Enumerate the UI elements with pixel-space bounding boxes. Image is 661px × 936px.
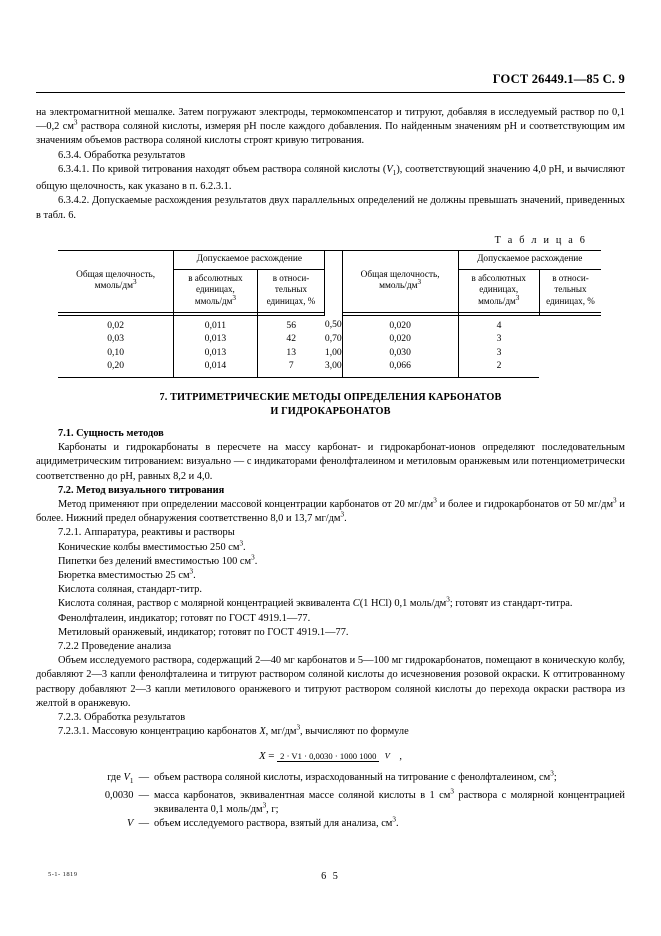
apparatus-item-methyl-orange: Метиловый оранжевый, индикатор; готовят по ГОСТ 4919.1—77. (58, 626, 349, 638)
definition-item (36, 789, 625, 817)
definition-item (36, 771, 625, 788)
cell-alkalinity-right: 0,50 (324, 319, 342, 331)
paragraph-7-2-3-heading: 7.2.3. Обработка результатов (58, 711, 186, 723)
paragraph-7-1-body: Карбонаты и гидрокарбонаты в пересчете на массу карбонат- и гидрокарбонат-ионов определяют последовательным ацидиметрическим титрованием: визуально — с индикаторами фенолфталеином и метиловым оранжевым или потенциометрически соответственно до рН, равных 8,2 и 4,0. (36, 442, 625, 482)
subsection-7-1-heading: 7.1. Сущность методов (58, 427, 164, 439)
table-6 (58, 250, 601, 378)
cell-alkalinity-left: 0,20 (58, 359, 174, 377)
paragraph-7-2-body: Метод применяют при определении массовой концентрации карбонатов от 20 $мг/дм^3$ и более и гидрокарбонатов от 50 $мг/дм^3$ и более. Нижний предел обнаружения соответственно 8,0 и 13,7 $мг/дм^3$. (36, 496, 625, 525)
cell-relative-right: 3 (458, 333, 539, 346)
header-relative-right: в относи- тельных единицах, % (539, 270, 601, 313)
subsection-7-2-heading: 7.2. Метод визуального титрования (58, 484, 225, 496)
paragraph-6-3-4-2: 6.3.4.2. Допускаемые расхождения результатов двух параллельных определений не должны превышать значений, приведенных в табл. 6. (36, 195, 625, 221)
definition-text: объем раствора соляной кислоты, израсходованный на титрование с фенолфталеином, $см^3$; (154, 769, 557, 784)
table-row (58, 346, 601, 359)
definition-item (36, 817, 625, 831)
definition-text: объем исследуемого раствора, взятый для анализа, $см^3$. (154, 815, 399, 830)
table-row (58, 333, 601, 346)
cell-alkalinity-right: 1,00 (324, 346, 342, 358)
paragraph-6-3-4: 6.3.4. Обработка результатов (58, 149, 186, 161)
section-7-heading (36, 391, 625, 418)
cell-relative-left: 13 (257, 346, 325, 359)
header-relative-left: в относи- тельных единицах, % (257, 270, 325, 313)
formula-lhs: X (258, 750, 266, 763)
cell-relative-right: 2 (458, 359, 539, 377)
paragraph-6-3-4-1: 6.3.4.1. По кривой титрования находят объем раствора соляной кислоты $(V_1)$, соответствующий значению 4,0 рН, и вычисляют общую щелочность, как указано в п. 6.2.3.1. (36, 163, 625, 193)
cell-relative-right: 4 (458, 315, 539, 332)
cell-absolute-right: 0,020 (342, 333, 458, 346)
cell-relative-left: 42 (257, 333, 325, 346)
formula-carbonate-concentration (36, 750, 625, 762)
formula-numerator: 2 · V1 · 0,0030 · 1000 1000 (277, 751, 379, 763)
cell-alkalinity-left: 0,02 (107, 319, 125, 331)
cell-alkalinity-left: 0,03 (107, 333, 125, 345)
definition-key: V — (127, 818, 149, 830)
cell-alkalinity-right: 3,00 (325, 359, 342, 377)
cell-absolute-right: 0,030 (342, 346, 458, 359)
table-caption: Т а б л и ц а 6 (494, 234, 587, 246)
formula-equals: = (268, 750, 275, 763)
apparatus-item-acid-solution: Кислота соляная, раствор с молярной концентрацией эквивалента C(1 HCl) 0,1 моль/$дм^3$; готовят из стандарт-титра. (58, 595, 573, 610)
paragraph-7-2-3-1: 7.2.3.1. Массовую концентрацию карбонатов X, $мг/дм^3$, вычисляют по формуле (58, 723, 409, 738)
footer-signature: 5-1- 1819 (48, 871, 78, 878)
document-body (36, 106, 625, 831)
apparatus-item-phenolphthalein: Фенолфталеин, индикатор; готовят по ГОСТ 4919.1—77. (58, 612, 311, 624)
definition-text: масса карбонатов, эквивалентная массе соляной кислоты в 1 $см^3$ раствора с молярной концентрацией эквивалента 0,1 моль/$дм^3$, г; (154, 787, 625, 815)
cell-alkalinity-right: 0,70 (324, 333, 342, 345)
paragraph-7-2-1-heading: 7.2.1. Аппаратура, реактивы и растворы (58, 527, 235, 539)
paragraph-7-2-2-body: Объем исследуемого раствора, содержащий 2—40 мг карбонатов и 5—100 мг гидрокарбонатов, помещают в коническую колбу, добавляют 2—3 капли фенолфталеина и титруют раствором соляной кислоты до исчезновения розовой окраски. К оттитрованному раствору добавляют 2—3 капли метилового оранжевого и титруют раствором соляной кислоты до перехода окраски раствора из желтой в оранжевую. (36, 655, 625, 709)
table-split-spacer (325, 250, 342, 315)
table-6-wrapper (58, 250, 601, 378)
formula-denominator: V (384, 750, 390, 761)
cell-relative-right: 3 (458, 346, 539, 359)
apparatus-item-pipettes: Пипетки без делений вместимостью 100 $см^3$. (58, 553, 258, 567)
header-group-right: Допускаемое расхождение (458, 250, 601, 269)
formula-fraction (277, 751, 393, 762)
apparatus-item-burette: Бюретка вместимостью 25 $см^3$. (58, 567, 196, 581)
cell-absolute-left: 0,013 (174, 346, 257, 359)
paragraph-7-2-2-heading: 7.2.2 Проведение анализа (58, 640, 172, 652)
header-divider (36, 92, 625, 93)
header-absolute-left: в абсолютных единицах, ммоль/$дм^3$ (174, 270, 257, 313)
cell-absolute-left: 0,014 (174, 359, 257, 377)
cell-absolute-right: 0,066 (342, 359, 458, 377)
section-7-heading-line1: 7. ТИТРИМЕТРИЧЕСКИЕ МЕТОДЫ ОПРЕДЕЛЕНИЯ КАРБОНАТОВ (159, 392, 502, 404)
definition-key: 0,0030 — (104, 789, 149, 801)
header-alkalinity-right: Общая щелочность, ммоль/$дм^3$ (342, 250, 458, 312)
definition-key: где $V_1$ — (107, 772, 149, 786)
header-group-left: Допускаемое расхождение (174, 250, 325, 269)
cell-absolute-right: 0,020 (342, 315, 458, 332)
paragraph-intro: на электромагнитной мешалке. Затем погружают электроды, термокомпенсатор и титруют, добавляя в исследуемый раствор по 0,1—0,2 $см^3$ раствора соляной кислоты, измеряя рН после каждого добавления. По найденным значениям рН и соответствующим им значениям объемов раствора соляной кислоты строят кривую титрования. (36, 107, 626, 147)
page-header-standard: ГОСТ 26449.1—85 С. 9 (492, 72, 625, 86)
formula-trailing-comma: , (399, 750, 403, 762)
footer-page-number: 6 5 (321, 871, 340, 882)
table-header-row-group (58, 250, 601, 269)
table-row (58, 315, 601, 332)
apparatus-item-flasks: Конические колбы вместимостью 250 $см^3$. (58, 539, 246, 553)
cell-absolute-left: 0,011 (174, 315, 257, 332)
cell-alkalinity-left: 0,10 (107, 346, 125, 358)
cell-relative-left: 56 (257, 315, 325, 332)
apparatus-item-acid-standard: Кислота соляная, стандарт-титр. (58, 584, 202, 596)
formula-definitions (36, 771, 625, 831)
header-alkalinity-left: Общая щелочность, ммоль/$дм^3$ (58, 250, 174, 312)
table-row (58, 359, 601, 377)
cell-absolute-left: 0,013 (174, 333, 257, 346)
cell-relative-left: 7 (257, 359, 325, 377)
section-7-heading-line2: И ГИДРОКАРБОНАТОВ (270, 405, 391, 417)
rule-cell (539, 312, 601, 315)
header-absolute-right: в абсолютных единицах, ммоль/$дм^3$ (458, 270, 539, 313)
